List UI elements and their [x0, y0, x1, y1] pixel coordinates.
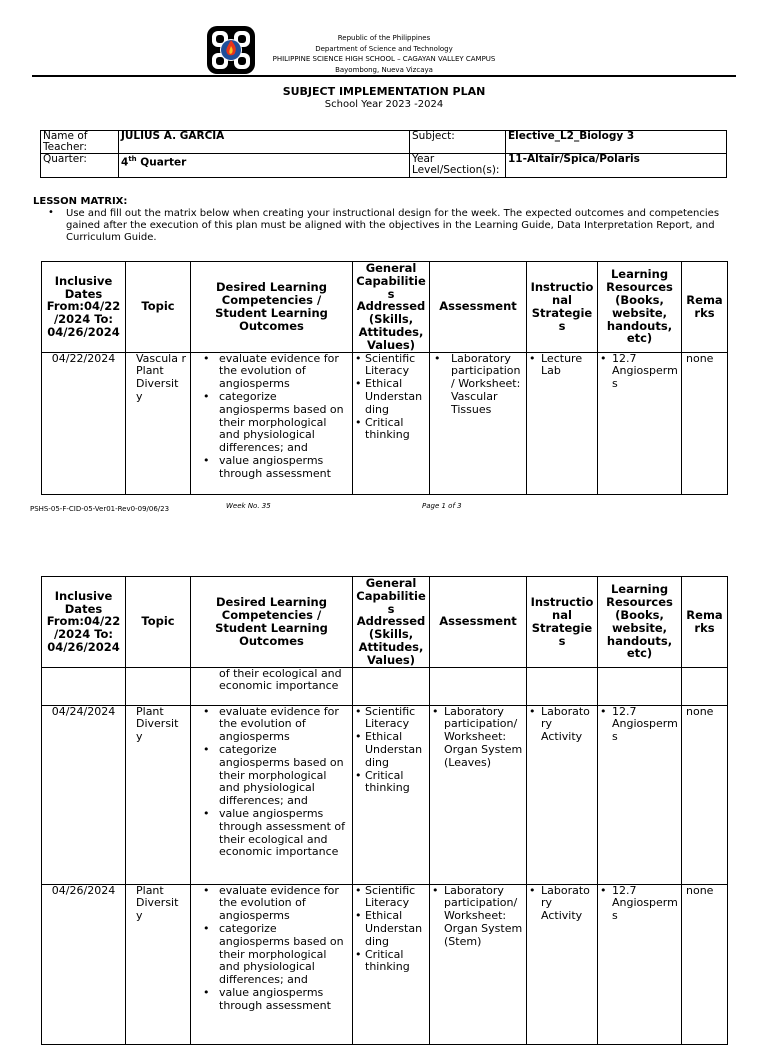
- row-resources: [598, 884, 682, 1044]
- resource-item: • 12.7 Angiosperm s: [600, 885, 678, 923]
- capability-item: • Ethical Understan ding: [355, 731, 426, 769]
- document-title: SUBJECT IMPLEMENTATION PLAN: [282, 85, 486, 98]
- dlc-item: • value angiosperms through assessment of their ecological and economic importance: [193, 808, 349, 859]
- header-rule: [32, 75, 736, 77]
- school-year: School Year 2023 -2024: [324, 99, 444, 110]
- col-strategies-header: Instructio nal Strategie s: [527, 262, 598, 353]
- row-date: 04/22/2024: [42, 352, 126, 494]
- row-remarks: none: [682, 884, 728, 1044]
- row-remarks: none: [682, 352, 728, 494]
- strategy-item: • Laborato ry Activity: [529, 706, 594, 744]
- row-topic: [126, 667, 191, 705]
- row-dlc: [191, 352, 353, 494]
- col-cap-header: General Capabilitie s Addressed (Skills, Attitudes, Values): [353, 262, 430, 353]
- col-strategies-header: Instructio nal Strategie s: [527, 577, 598, 668]
- capability-item: • Critical thinking: [355, 949, 426, 975]
- level-value: 11-Altair/Spica/Polaris: [506, 154, 727, 178]
- row-capabilities: [353, 705, 430, 884]
- row-strategies: [527, 667, 598, 705]
- col-resources-header: Learning Resources (Books, website, handouts, etc): [598, 577, 682, 668]
- row-topic: Plant Diversit y: [126, 705, 191, 884]
- level-label: Year Level/Section(s):: [410, 154, 506, 178]
- dlc-item: • categorize angiosperms based on their morphological and physiological differences; and: [193, 744, 349, 808]
- form-code: PSHS-05-F-CID-05-Ver01-Rev0-09/06/23: [30, 505, 170, 513]
- subject-value: Elective_L2_Biology 3: [506, 131, 727, 154]
- letterhead-line: Republic of the Philippines: [337, 34, 431, 42]
- quarter-number: 4: [121, 156, 129, 169]
- row-date: 04/24/2024: [42, 705, 126, 884]
- lesson-matrix-table-page2: [41, 576, 728, 1045]
- dlc-item: • value angiosperms through assessment: [193, 987, 349, 1013]
- page-number: Page 1 of 3: [422, 502, 462, 510]
- teacher-name: JULIUS A. GARCIA: [119, 131, 410, 154]
- row-resources: [598, 705, 682, 884]
- letterhead-line: PHILIPPINE SCIENCE HIGH SCHOOL – CAGAYAN VALLEY CAMPUS: [272, 55, 496, 63]
- col-resources-header: Learning Resources (Books, website, handouts, etc): [598, 262, 682, 353]
- row-date: 04/26/2024: [42, 884, 126, 1044]
- col-remarks-header: Rema rks: [682, 577, 728, 668]
- row-strategies: [527, 352, 598, 494]
- lesson-matrix-note: Use and fill out the matrix below when creating your instructional design for the week. The expected outcomes and competencies gained after the execution of this plan must be aligned with the objectives in the Learning Guide, Data Interpretation Report, and Curriculum Guide.: [66, 208, 720, 243]
- quarter-label: Quarter:: [41, 154, 119, 178]
- quarter-word: Quarter: [136, 156, 187, 169]
- lesson-matrix-label: LESSON MATRIX:: [33, 196, 128, 207]
- capability-item: • Scientific Literacy: [355, 885, 426, 911]
- col-cap-header: General Capabilitie s Addressed (Skills, Attitudes, Values): [353, 577, 430, 668]
- row-strategies: [527, 705, 598, 884]
- col-assessment-header: Assessment: [430, 262, 527, 353]
- table-row: [42, 352, 728, 494]
- row-topic: Plant Diversit y: [126, 884, 191, 1044]
- resource-item: • 12.7 Angiosperm s: [600, 706, 678, 744]
- lesson-matrix-table-page1: [41, 261, 728, 495]
- row-resources: [598, 667, 682, 705]
- letterhead-line: Bayombong, Nueva Vizcaya: [335, 65, 433, 74]
- assessment-item: • Laboratory participation/ Worksheet: Organ System (Stem): [432, 885, 523, 949]
- row-assessment: [430, 705, 527, 884]
- dlc-item: • evaluate evidence for the evolution of angiosperms: [193, 706, 349, 744]
- col-assessment-header: Assessment: [430, 577, 527, 668]
- dlc-item: • categorize angiosperms based on their morphological and physiological differences; and: [193, 391, 349, 455]
- capability-item: • Ethical Understan ding: [355, 910, 426, 948]
- week-number: Week No. 35: [226, 502, 271, 510]
- dlc-item: • evaluate evidence for the evolution of angiosperms: [193, 885, 349, 923]
- assessment-item: • Laboratory participation/ Worksheet: Organ System (Leaves): [432, 706, 523, 770]
- capability-item: • Critical thinking: [355, 417, 426, 443]
- dlc-item: • evaluate evidence for the evolution of angiosperms: [193, 353, 349, 391]
- row-capabilities: [353, 884, 430, 1044]
- row-remarks: none: [682, 705, 728, 884]
- capability-item: • Critical thinking: [355, 770, 426, 796]
- row-resources: [598, 352, 682, 494]
- col-dlc-header: Desired Learning Competencies / Student Learning Outcomes: [191, 262, 353, 353]
- assessment-item: • Laboratory participation / Worksheet: Vascular Tissues: [432, 353, 523, 417]
- col-dlc-header: Desired Learning Competencies / Student Learning Outcomes: [191, 577, 353, 668]
- strategy-item: • Lecture Lab: [529, 353, 594, 379]
- strategy-item: • Laborato ry Activity: [529, 885, 594, 923]
- table-row: [42, 884, 728, 1044]
- note-bullet: •: [48, 207, 54, 218]
- capability-item: • Ethical Understan ding: [355, 378, 426, 416]
- dlc-item: • value angiosperms through assessment: [193, 455, 349, 481]
- row-assessment: [430, 667, 527, 705]
- quarter-suffix: th: [128, 155, 137, 163]
- row-capabilities: [353, 352, 430, 494]
- row-assessment: [430, 884, 527, 1044]
- capability-item: • Scientific Literacy: [355, 706, 426, 732]
- row-capabilities: [353, 667, 430, 705]
- table-row: [42, 667, 728, 705]
- table-row: [42, 705, 728, 884]
- row-strategies: [527, 884, 598, 1044]
- row-dlc: [191, 705, 353, 884]
- col-topic-header: Topic: [126, 577, 191, 668]
- row-dlc: [191, 884, 353, 1044]
- row-date: [42, 667, 126, 705]
- teacher-label: Name of Teacher:: [41, 131, 119, 154]
- col-dates-header: Inclusive Dates From:04/22 /2024 To: 04/26/2024: [42, 577, 126, 668]
- col-remarks-header: Rema rks: [682, 262, 728, 353]
- letterhead: [0, 33, 768, 75]
- row-dlc-continuation: [191, 667, 353, 705]
- dlc-continuation-text: of their ecological and economic importance: [219, 667, 342, 693]
- col-topic-header: Topic: [126, 262, 191, 353]
- subject-label: Subject:: [410, 131, 506, 154]
- quarter-value: [119, 154, 410, 178]
- resource-item: • 12.7 Angiosperm s: [600, 353, 678, 391]
- row-remarks: [682, 667, 728, 705]
- row-assessment: [430, 352, 527, 494]
- dlc-item: • categorize angiosperms based on their morphological and physiological differences; and: [193, 923, 349, 987]
- capability-item: • Scientific Literacy: [355, 353, 426, 379]
- letterhead-line: Department of Science and Technology: [315, 44, 453, 53]
- col-dates-header: Inclusive Dates From:04/22 /2024 To: 04/26/2024: [42, 262, 126, 353]
- info-table: [40, 130, 727, 178]
- row-topic: Vascula r Plant Diversit y: [126, 352, 191, 494]
